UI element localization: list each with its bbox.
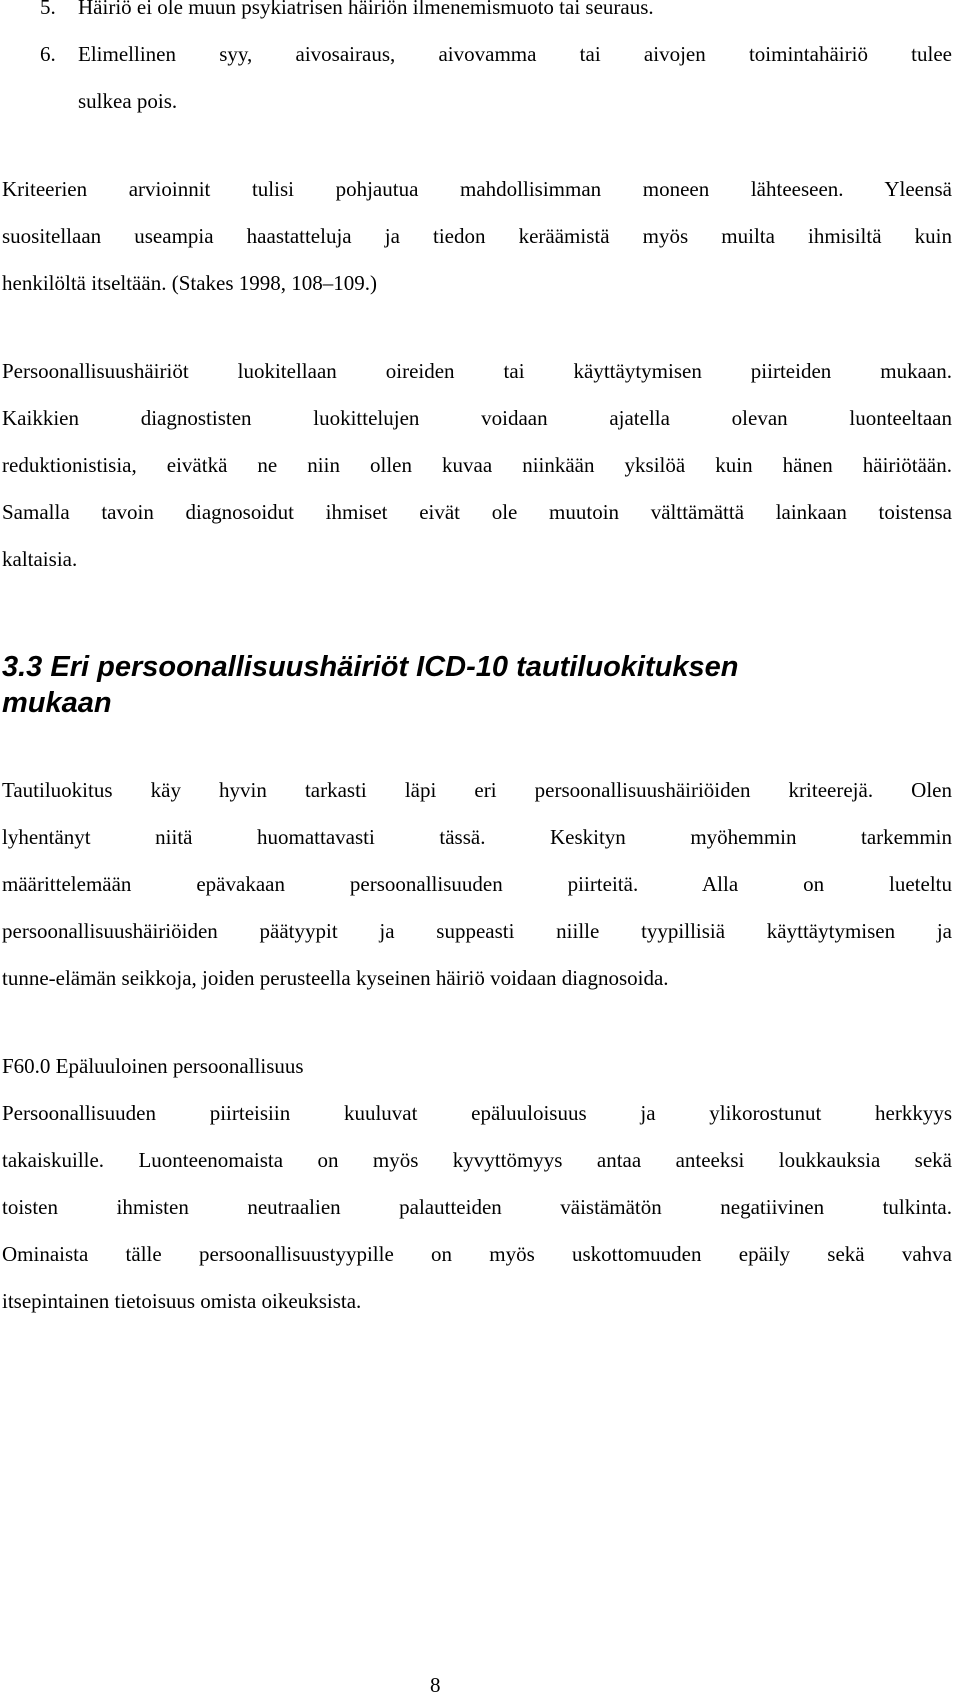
list-number: 6. (40, 42, 56, 66)
paragraph-line: määrittelemään epävakaan persoonallisuuden piirteitä. Alla on lueteltu (2, 872, 952, 896)
paragraph-line: Persoonallisuuden piirteisiin kuuluvat epäluuloisuus ja ylikorostunut herkkyys (2, 1101, 952, 1125)
paragraph-line: Ominaista tälle persoonallisuustyypille on myös uskottomuuden epäily sekä vahva (2, 1242, 952, 1266)
list-number: 5. (40, 0, 56, 19)
list-item-text: Elimellinen syy, aivosairaus, aivovamma tai aivojen toimintahäiriö tulee (78, 42, 952, 66)
paragraph-line: takaiskuille. Luonteenomaista on myös kyvyttömyys antaa anteeksi loukkauksia sekä (2, 1148, 952, 1172)
paragraph-line: reduktionistisia, eivätkä ne niin ollen kuvaa niinkään yksilöä kuin hänen häiriötään. (2, 453, 952, 477)
list-item-text: Häiriö ei ole muun psykiatrisen häiriön ilmenemismuoto tai seuraus. (78, 0, 654, 19)
paragraph-line: persoonallisuushäiriöiden päätyypit ja suppeasti niille tyypillisiä käyttäytymisen ja (2, 919, 952, 943)
paragraph-line: Tautiluokitus käy hyvin tarkasti läpi eri persoonallisuushäiriöiden kriteerejä. Olen (2, 778, 952, 802)
list-item-text: sulkea pois. (78, 89, 178, 113)
subheading: F60.0 Epäluuloinen persoonallisuus (2, 1054, 304, 1078)
section-heading: 3.3 Eri persoonallisuushäiriöt ICD-10 tautiluokituksen (2, 651, 739, 683)
section-heading: mukaan (2, 687, 112, 719)
paragraph-line: lyhentänyt niitä huomattavasti tässä. Keskityn myöhemmin tarkemmin (2, 825, 952, 849)
paragraph-line: kaltaisia. (2, 547, 78, 571)
paragraph-line: Samalla tavoin diagnosoidut ihmiset eivät ole muutoin välttämättä lainkaan toistensa (2, 500, 952, 524)
page-number: 8 (430, 1673, 441, 1697)
paragraph-line: Kaikkien diagnostisten luokittelujen voidaan ajatella olevan luonteeltaan (2, 406, 952, 430)
paragraph-line: suositellaan useampia haastatteluja ja tiedon keräämistä myös muilta ihmisiltä kuin (2, 224, 952, 248)
paragraph-line: toisten ihmisten neutraalien palautteiden väistämätön negatiivinen tulkinta. (2, 1195, 952, 1219)
paragraph-line: itsepintainen tietoisuus omista oikeuksista. (2, 1289, 362, 1313)
paragraph-line: henkilöltä itseltään. (Stakes 1998, 108–109.) (2, 271, 378, 295)
paragraph-line: Persoonallisuushäiriöt luokitellaan oireiden tai käyttäytymisen piirteiden mukaan. (2, 359, 952, 383)
paragraph-line: Kriteerien arvioinnit tulisi pohjautua mahdollisimman moneen lähteeseen. Yleensä (2, 177, 952, 201)
paragraph-line: tunne-elämän seikkoja, joiden perusteella kyseinen häiriö voidaan diagnosoida. (2, 966, 669, 990)
